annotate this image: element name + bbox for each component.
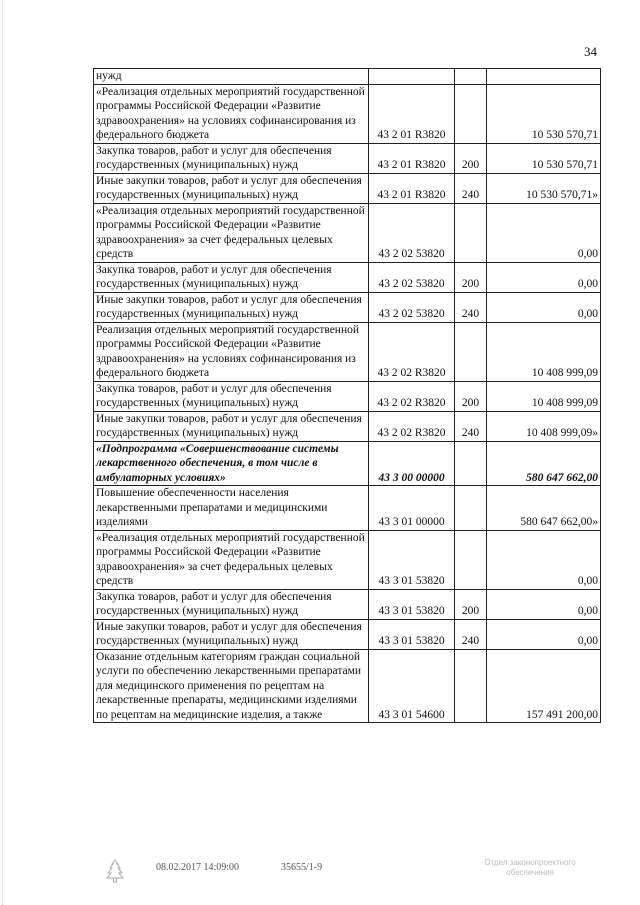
footer-doc-number: 35655/1-9 <box>281 862 323 873</box>
budget-table <box>93 68 601 723</box>
row-code: 43 2 01 R3820 <box>369 84 455 143</box>
table-row <box>94 649 601 723</box>
row-name: Реализация отдельных мероприятий государственной программы Российской Федерации «Развитие здравоохранения» на условиях софинансирования из федерального бюджета <box>94 322 369 381</box>
row-code: 43 2 01 R3820 <box>369 173 455 203</box>
table-row <box>94 486 601 531</box>
row-code: 43 3 01 00000 <box>369 486 455 531</box>
row-vr: 240 <box>455 292 487 322</box>
row-code: 43 2 01 R3820 <box>369 143 455 173</box>
table-row <box>94 262 601 292</box>
row-sum: 0,00 <box>487 619 601 649</box>
table-row <box>94 619 601 649</box>
row-sum: 10 408 999,09 <box>487 322 601 381</box>
row-name: Иные закупки товаров, работ и услуг для обеспечения государственных (муниципальных) нужд <box>94 619 369 649</box>
row-name: «Реализация отдельных мероприятий государственной программы Российской Федерации «Развитие здравоохранения» на условиях софинансирования из федерального бюджета <box>94 84 369 143</box>
row-code: 43 2 02 R3820 <box>369 411 455 441</box>
row-code: 43 2 02 53820 <box>369 262 455 292</box>
row-sum: 10 530 570,71 <box>487 84 601 143</box>
row-code: 43 3 01 53820 <box>369 619 455 649</box>
table-row <box>94 69 601 85</box>
table-row <box>94 441 601 486</box>
emblem-icon <box>104 858 126 884</box>
row-vr <box>455 649 487 723</box>
row-sum: 0,00 <box>487 203 601 262</box>
table-row <box>94 292 601 322</box>
row-vr <box>455 322 487 381</box>
row-sum: 0,00 <box>487 589 601 619</box>
row-name: Оказание отдельным категориям граждан социальной услуги по обеспечению лекарственными препаратами для медицинского применения по рецептам на лекарственные препараты, медицинскими изделиями по рецептам на медицинские изделия, а также <box>94 649 369 723</box>
table-row <box>94 530 601 589</box>
row-vr <box>455 530 487 589</box>
row-code: 43 3 01 53820 <box>369 530 455 589</box>
row-name: Повышение обеспеченности населения лекарственными препаратами и медицинскими изделиями <box>94 486 369 531</box>
table-row <box>94 203 601 262</box>
row-vr: 200 <box>455 143 487 173</box>
row-vr: 240 <box>455 173 487 203</box>
row-vr: 240 <box>455 411 487 441</box>
row-name: Иные закупки товаров, работ и услуг для обеспечения государственных (муниципальных) нужд <box>94 411 369 441</box>
row-sum: 10 408 999,09» <box>487 411 601 441</box>
row-vr <box>455 486 487 531</box>
row-vr <box>455 84 487 143</box>
row-sum: 0,00 <box>487 262 601 292</box>
table-body <box>94 69 601 723</box>
footer-stamp-line1: Отдел законопроектного <box>484 858 576 867</box>
row-sum <box>487 69 601 85</box>
footer-date: 08.02.2017 14:09:00 <box>156 862 240 873</box>
row-name: нужд <box>94 69 369 85</box>
table-row <box>94 143 601 173</box>
row-sum: 580 647 662,00 <box>487 441 601 486</box>
row-vr <box>455 441 487 486</box>
row-code <box>369 69 455 85</box>
row-code: 43 2 02 53820 <box>369 292 455 322</box>
row-name: «Реализация отдельных мероприятий государственной программы Российской Федерации «Развитие здравоохранения» за счет федеральных целевых средств <box>94 530 369 589</box>
row-code: 43 3 00 00000 <box>369 441 455 486</box>
row-vr: 200 <box>455 589 487 619</box>
row-name: Иные закупки товаров, работ и услуг для обеспечения государственных (муниципальных) нужд <box>94 173 369 203</box>
scan-edge <box>2 0 4 905</box>
row-sum: 10 530 570,71 <box>487 143 601 173</box>
table-row <box>94 381 601 411</box>
footer <box>0 858 640 888</box>
row-code: 43 3 01 54600 <box>369 649 455 723</box>
row-vr: 240 <box>455 619 487 649</box>
row-vr <box>455 69 487 85</box>
table-row <box>94 322 601 381</box>
row-name: Закупка товаров, работ и услуг для обеспечения государственных (муниципальных) нужд <box>94 589 369 619</box>
row-code: 43 2 02 R3820 <box>369 381 455 411</box>
row-name: «Реализация отдельных мероприятий государственной программы Российской Федерации «Развитие здравоохранения» за счет федеральных целевых средств <box>94 203 369 262</box>
row-sum: 0,00 <box>487 292 601 322</box>
footer-stamp <box>450 858 610 878</box>
row-sum: 157 491 200,00 <box>487 649 601 723</box>
footer-stamp-line2: обеспечения <box>506 868 554 877</box>
table-row <box>94 589 601 619</box>
row-vr: 200 <box>455 262 487 292</box>
row-name: «Подпрограмма «Совершенствование системы лекарственного обеспечения, в том числе в амбулаторных условиях» <box>94 441 369 486</box>
table-row <box>94 411 601 441</box>
row-name: Иные закупки товаров, работ и услуг для обеспечения государственных (муниципальных) нужд <box>94 292 369 322</box>
row-vr <box>455 203 487 262</box>
table-row <box>94 173 601 203</box>
row-sum: 0,00 <box>487 530 601 589</box>
page-number: 34 <box>584 44 597 59</box>
table-row <box>94 84 601 143</box>
row-sum: 10 530 570,71» <box>487 173 601 203</box>
row-name: Закупка товаров, работ и услуг для обеспечения государственных (муниципальных) нужд <box>94 381 369 411</box>
row-name: Закупка товаров, работ и услуг для обеспечения государственных (муниципальных) нужд <box>94 143 369 173</box>
row-sum: 580 647 662,00» <box>487 486 601 531</box>
row-sum: 10 408 999,09 <box>487 381 601 411</box>
row-name: Закупка товаров, работ и услуг для обеспечения государственных (муниципальных) нужд <box>94 262 369 292</box>
row-code: 43 2 02 53820 <box>369 203 455 262</box>
row-code: 43 2 02 R3820 <box>369 322 455 381</box>
row-code: 43 3 01 53820 <box>369 589 455 619</box>
row-vr: 200 <box>455 381 487 411</box>
